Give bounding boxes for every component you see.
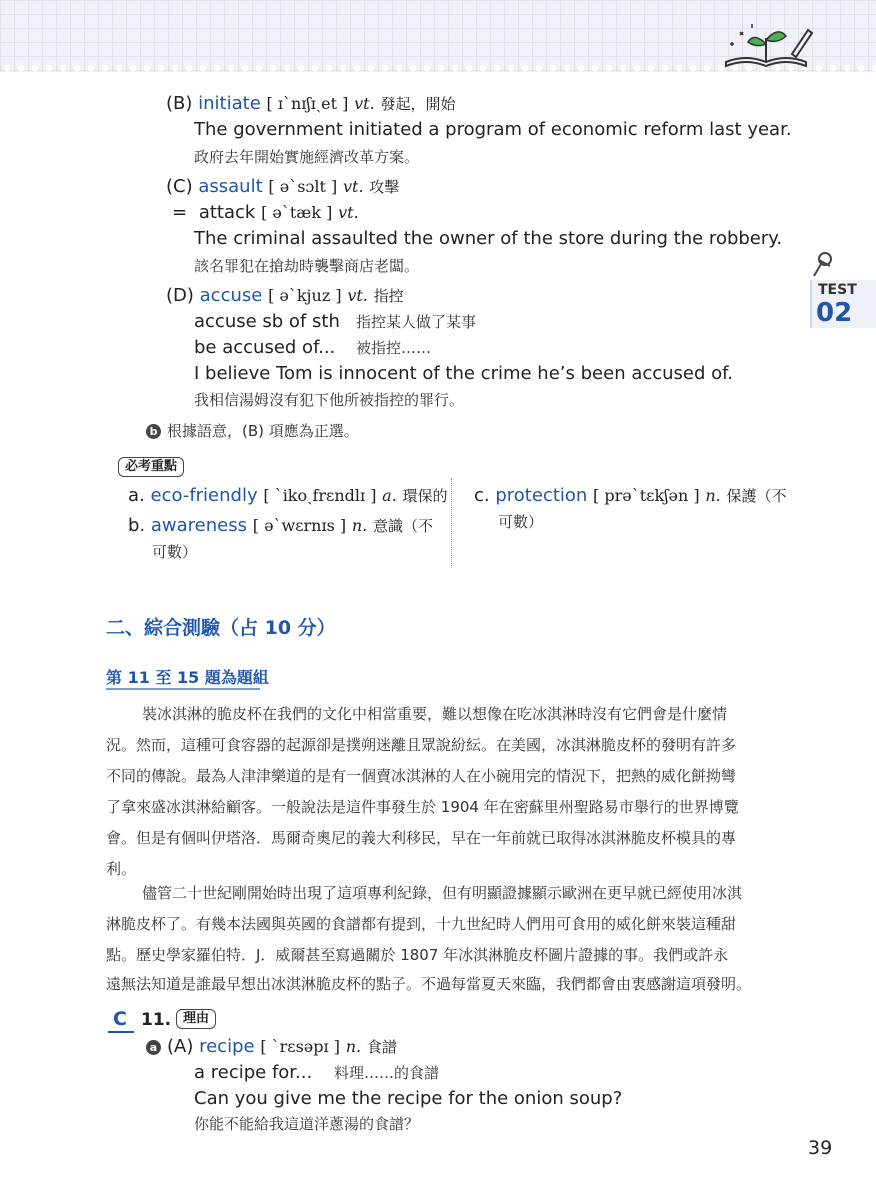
book-sprout-icon — [718, 14, 814, 74]
phonetic: [ əˋsɔlt ] — [268, 177, 338, 196]
key-word: protection — [495, 485, 588, 506]
passage-line: 會。但是有個叫伊塔洛．馬爾奇奧尼的義大利移民，早在一年前就已取得冰淇淋脆皮杯模具的專 — [106, 829, 737, 847]
conclusion-text: 根據語意，(B) 項應為正選。 — [167, 422, 359, 440]
pushpin-icon — [810, 250, 836, 280]
passage-line: 了拿來盛冰淇淋給顧客。一般說法是這件事發生於 1904 年在密蘇里州聖路易市舉行的世界博覽 — [106, 798, 739, 816]
key-point-c — [474, 485, 786, 507]
passage-line: 不同的傳說。最為人津津樂道的是有一個賣冰淇淋的人在小碗用完的情況下，把熱的威化餅拗彎 — [106, 767, 737, 785]
option-b-headword-line — [166, 93, 455, 115]
phrase-en: a recipe for... — [194, 1062, 313, 1083]
test-tab — [810, 280, 876, 328]
answer-underline — [108, 1031, 134, 1033]
option-c-headword-line — [166, 176, 399, 198]
phonetic: [ ˋikoˏfrɛndlɪ ] — [263, 486, 377, 505]
key-points-divider — [451, 478, 452, 568]
key-point-b — [128, 515, 433, 537]
test-tab-number: 02 — [816, 298, 853, 328]
passage-line: 點。歷史學家羅伯特．J．威爾甚至寫過關於 1807 年冰淇淋脆皮杯圖片證據的事。我們或許永 — [106, 946, 729, 964]
meaning: 指控 — [373, 287, 404, 305]
example-translation: 該名罪犯在搶劫時襲擊商店老闆。 — [194, 257, 420, 275]
phonetic: [ əˋwɛrnɪs ] — [252, 516, 347, 535]
option-letter: (C) — [166, 176, 193, 197]
passage-line: 利。 — [106, 860, 137, 878]
reason-badge: 理由 — [176, 1009, 216, 1029]
example-sentence: The government initiated a program of economic reform last year. — [194, 119, 792, 140]
phonetic: [ prəˋtɛkʃən ] — [593, 486, 700, 505]
key-word: eco-friendly — [150, 485, 258, 506]
phonetic: [ ɪˋnɪʃɪˏet ] — [266, 94, 349, 113]
option-letter: (D) — [166, 285, 194, 306]
meaning: 意識（不 — [372, 517, 433, 535]
example-sentence: The criminal assaulted the owner of the store during the robbery. — [194, 228, 783, 249]
part-of-speech: vt. — [354, 94, 375, 113]
key-letter: a. — [128, 485, 145, 506]
part-of-speech: vt. — [347, 286, 368, 305]
example-translation: 政府去年開始實施經濟改革方案。 — [194, 148, 420, 166]
synonym-line — [172, 202, 359, 224]
question-number: 11. — [141, 1010, 172, 1030]
option-d-headword-line — [166, 285, 404, 307]
passage-line: 遠無法知道是誰最早想出冰淇淋脆皮杯的點子。不過每當夏天來臨，我們都會由衷感謝這項發明。 — [106, 975, 752, 993]
key-point-c-meaning-cont: 可數） — [498, 513, 544, 531]
headword: assault — [198, 176, 263, 197]
conclusion-line — [146, 421, 359, 441]
example-translation: 你能不能給我這道洋蔥湯的食譜？ — [194, 1115, 420, 1133]
headword: initiate — [198, 93, 261, 114]
key-word: awareness — [150, 515, 247, 536]
phrase-zh: 料理……的食譜 — [334, 1064, 440, 1082]
phrase-en: accuse sb of sth — [194, 311, 340, 332]
answer-letter: C — [113, 1008, 127, 1030]
key-points-badge: 必考重點 — [118, 457, 184, 477]
meaning: 食譜 — [366, 1038, 397, 1056]
group-title: 第 11 至 15 題為題組 — [106, 668, 269, 687]
meaning: 環保的 — [402, 487, 448, 505]
part-of-speech: vt. — [338, 203, 359, 222]
page-number: 39 — [808, 1137, 833, 1159]
bullet-b-icon: b — [146, 424, 161, 439]
key-letter: b. — [128, 515, 146, 536]
key-point-a — [128, 485, 448, 507]
meaning: 攻擊 — [369, 178, 400, 196]
part-of-speech: a. — [382, 486, 397, 505]
q11-option-a-headword-line — [146, 1036, 397, 1058]
phonetic: [ ˋrɛsəpɪ ] — [260, 1037, 340, 1056]
part-of-speech: n. — [351, 516, 368, 535]
section-title: 二、綜合測驗（占 10 分） — [106, 617, 336, 639]
phrase-zh: 指控某人做了某事 — [356, 313, 477, 331]
test-tab-label: TEST — [818, 282, 857, 298]
synonym-mark: = — [172, 202, 188, 223]
synonym-word: attack — [198, 202, 256, 223]
bullet-a-icon: a — [146, 1040, 161, 1055]
example-sentence: Can you give me the recipe for the onion soup? — [194, 1088, 623, 1109]
phrase-zh: 被指控…… — [356, 339, 432, 357]
phonetic: [ əˋkjuz ] — [268, 286, 342, 305]
phrase-en: be accused of... — [194, 337, 336, 358]
key-letter: c. — [474, 485, 490, 506]
meaning: 保護（不 — [726, 487, 787, 505]
group-title-underline — [106, 688, 260, 690]
example-translation: 我相信湯姆沒有犯下他所被指控的罪行。 — [194, 391, 465, 409]
passage-line: 裝冰淇淋的脆皮杯在我們的文化中相當重要，難以想像在吃冰淇淋時沒有它們會是什麼情 — [142, 705, 728, 723]
option-letter: (B) — [166, 93, 193, 114]
passage-line: 儘管二十世紀剛開始時出現了這項專利紀錄，但有明顯證據顯示歐洲在更早就已經使用冰淇 — [142, 884, 743, 902]
key-point-b-meaning-cont: 可數） — [152, 543, 198, 561]
part-of-speech: n. — [705, 486, 721, 505]
headword: accuse — [199, 285, 263, 306]
example-sentence: I believe Tom is innocent of the crime he’s been accused of. — [194, 363, 733, 384]
option-letter: (A) — [167, 1036, 194, 1057]
phonetic: [ əˋtæk ] — [261, 203, 333, 222]
part-of-speech: vt. — [342, 177, 364, 196]
passage-line: 況。然而，這種可食容器的起源卻是撲朔迷離且眾說紛紜。在美國，冰淇淋脆皮杯的發明有許多 — [106, 736, 737, 754]
headword: recipe — [199, 1036, 255, 1057]
part-of-speech: n. — [345, 1037, 362, 1056]
passage-line: 淋脆皮杯了。有幾本法國與英國的食譜都有提到，十九世紀時人們用可食用的威化餅來裝這種甜 — [106, 915, 737, 933]
meaning: 發起，開始 — [380, 95, 456, 113]
